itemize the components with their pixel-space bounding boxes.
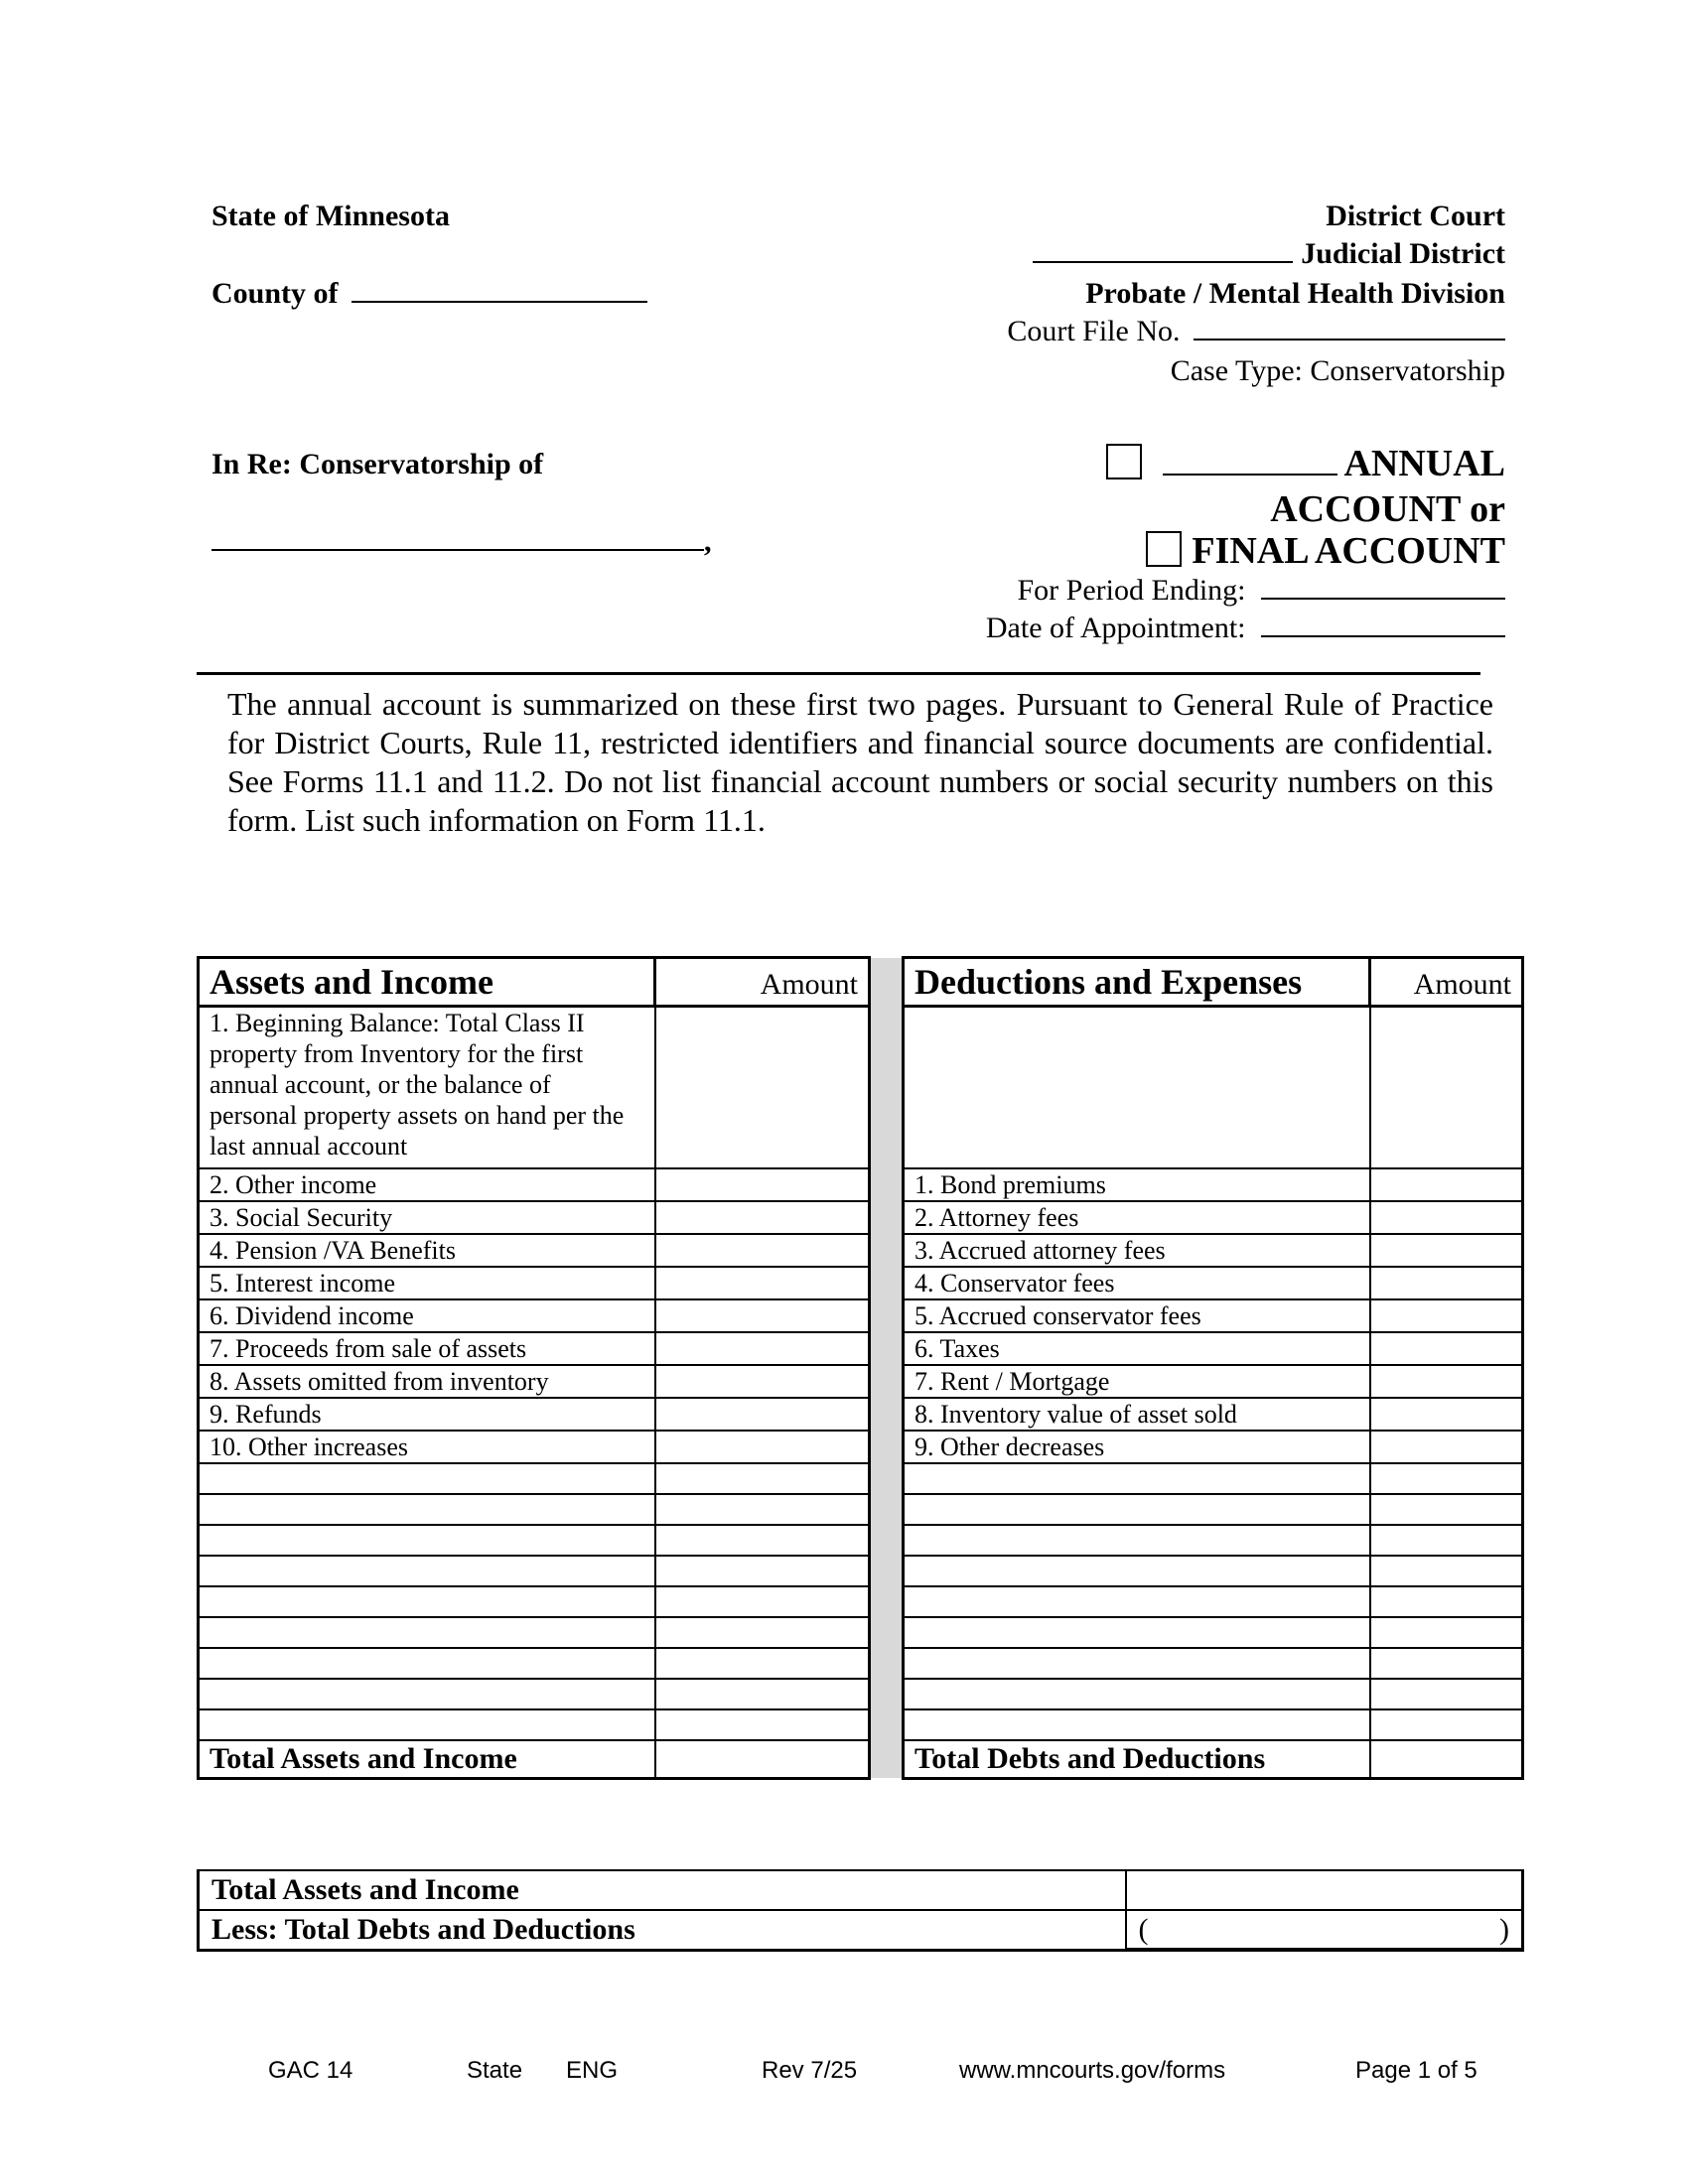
blank-asset-amount[interactable] xyxy=(655,1556,870,1586)
asset-amount-cell[interactable] xyxy=(655,1267,870,1299)
deduction-row-label: 8. Inventory value of asset sold xyxy=(904,1398,1370,1431)
asset-row-label: 6. Dividend income xyxy=(199,1299,655,1332)
intro-paragraph: The annual account is summarized on these first two pages. Pursuant to General Rule of Practice for District Courts, Rule 11, restricted identifiers and financial source documents are confidential. See Forms 11.1 and 11.2. Do not list financial account numbers or social security numbers on this form. List such information on Form 11.1. xyxy=(227,686,1493,838)
asset-amount-cell[interactable] xyxy=(655,1431,870,1463)
county-label: County of xyxy=(211,277,339,310)
footer-form-id: GAC 14 xyxy=(268,2057,353,2084)
final-account-label: FINAL ACCOUNT xyxy=(1192,530,1505,572)
deduction-amount-cell[interactable] xyxy=(1370,1299,1523,1332)
annual-number-field[interactable] xyxy=(1163,474,1337,476)
blank-asset-label[interactable] xyxy=(199,1586,655,1617)
footer-lang: ENG xyxy=(566,2057,619,2084)
deduction-amount-cell[interactable] xyxy=(1370,1234,1523,1267)
asset-amount-cell[interactable] xyxy=(655,1234,870,1267)
blank-asset-amount[interactable] xyxy=(655,1586,870,1617)
total-assets-amount[interactable] xyxy=(655,1740,870,1779)
blank-asset-amount[interactable] xyxy=(655,1679,870,1709)
in-re-label: In Re: Conservatorship of xyxy=(211,448,544,480)
asset-row-label: 8. Assets omitted from inventory xyxy=(199,1365,655,1398)
deduction-row-label: 4. Conservator fees xyxy=(904,1267,1370,1299)
court-label: District Court xyxy=(1326,200,1505,232)
blank-deduction-label[interactable] xyxy=(904,1648,1370,1679)
account-or-label: ACCOUNT or xyxy=(1270,488,1505,530)
asset-row-label: 4. Pension /VA Benefits xyxy=(199,1234,655,1267)
blank-deduction-label[interactable] xyxy=(904,1463,1370,1494)
deduction-amount-cell[interactable] xyxy=(1370,1267,1523,1299)
deduction-row-label: 6. Taxes xyxy=(904,1332,1370,1365)
court-file-field[interactable] xyxy=(1194,339,1505,341)
blank-deduction-amount[interactable] xyxy=(1370,1648,1523,1679)
summary-total-assets-label: Total Assets and Income xyxy=(199,1870,1126,1910)
deduction-row-label: 9. Other decreases xyxy=(904,1431,1370,1463)
judicial-district-row xyxy=(1033,236,1505,272)
deduction-row-label: 2. Attorney fees xyxy=(904,1201,1370,1234)
blank-deduction-amount[interactable] xyxy=(1370,1556,1523,1586)
conservatee-row xyxy=(211,524,712,560)
deduction-row-label: 7. Rent / Mortgage xyxy=(904,1365,1370,1398)
footer-state: State xyxy=(467,2057,523,2084)
asset-row-label: 10. Other increases xyxy=(199,1431,655,1463)
period-ending-row xyxy=(1018,573,1506,609)
open-paren: ( xyxy=(1138,1912,1149,1946)
blank-deduction-label[interactable] xyxy=(904,1494,1370,1525)
deduction-amount-cell[interactable] xyxy=(1370,1007,1523,1168)
blank-asset-amount[interactable] xyxy=(655,1494,870,1525)
deduction-amount-cell[interactable] xyxy=(1370,1398,1523,1431)
blank-deduction-label[interactable] xyxy=(904,1709,1370,1740)
blank-asset-label[interactable] xyxy=(199,1648,655,1679)
blank-asset-label[interactable] xyxy=(199,1617,655,1648)
blank-deduction-label[interactable] xyxy=(904,1556,1370,1586)
case-type-label: Case Type: Conservatorship xyxy=(1170,354,1505,387)
blank-deduction-label[interactable] xyxy=(904,1586,1370,1617)
final-row xyxy=(1146,528,1505,574)
judicial-district-label: Judicial District xyxy=(1301,237,1505,270)
appointment-field[interactable] xyxy=(1261,635,1505,637)
table-gap xyxy=(870,958,904,1779)
blank-deduction-amount[interactable] xyxy=(1370,1617,1523,1648)
blank-deduction-amount[interactable] xyxy=(1370,1525,1523,1556)
blank-deduction-amount[interactable] xyxy=(1370,1679,1523,1709)
deduction-amount-cell[interactable] xyxy=(1370,1168,1523,1201)
asset-amount-cell[interactable] xyxy=(655,1007,870,1168)
appointment-label: Date of Appointment: xyxy=(985,612,1246,644)
summary-total-assets-amount[interactable] xyxy=(1126,1870,1523,1910)
deductions-amount-header: Amount xyxy=(1370,958,1523,1007)
blank-asset-amount[interactable] xyxy=(655,1463,870,1494)
summary-less-debts-amount[interactable] xyxy=(1126,1910,1523,1950)
asset-amount-cell[interactable] xyxy=(655,1201,870,1234)
summary-less-debts-label: Less: Total Debts and Deductions xyxy=(199,1910,1126,1950)
total-assets-label: Total Assets and Income xyxy=(199,1740,655,1779)
deductions-header: Deductions and Expenses xyxy=(904,958,1370,1007)
deduction-row-label: 3. Accrued attorney fees xyxy=(904,1234,1370,1267)
asset-row-label: 3. Social Security xyxy=(199,1201,655,1234)
asset-row-label: 9. Refunds xyxy=(199,1398,655,1431)
blank-deduction-label[interactable] xyxy=(904,1617,1370,1648)
blank-asset-label[interactable] xyxy=(199,1494,655,1525)
blank-deduction-amount[interactable] xyxy=(1370,1586,1523,1617)
division-label: Probate / Mental Health Division xyxy=(1085,277,1505,310)
comma: , xyxy=(704,525,712,558)
court-file-row xyxy=(1007,314,1505,349)
annual-row xyxy=(1106,441,1505,486)
asset-row-label: 7. Proceeds from sale of assets xyxy=(199,1332,655,1365)
footer-page: Page 1 of 5 xyxy=(1355,2057,1477,2084)
asset-row-label: 2. Other income xyxy=(199,1168,655,1201)
deduction-amount-cell[interactable] xyxy=(1370,1365,1523,1398)
blank-deduction-amount[interactable] xyxy=(1370,1709,1523,1740)
blank-asset-label[interactable] xyxy=(199,1463,655,1494)
footer-rev: Rev 7/25 xyxy=(762,2057,858,2084)
blank-deduction-amount[interactable] xyxy=(1370,1494,1523,1525)
summary-table xyxy=(197,1869,1524,1952)
court-file-label: Court File No. xyxy=(1007,315,1181,347)
assets-amount-header: Amount xyxy=(655,958,870,1007)
annual-account-checkbox[interactable] xyxy=(1106,444,1142,479)
deduction-row-label: 1. Bond premiums xyxy=(904,1168,1370,1201)
period-ending-field[interactable] xyxy=(1261,598,1505,600)
blank-deduction-label[interactable] xyxy=(904,1525,1370,1556)
total-debts-label: Total Debts and Deductions xyxy=(904,1740,1370,1779)
state-label: State of Minnesota xyxy=(211,200,450,232)
asset-amount-cell[interactable] xyxy=(655,1398,870,1431)
close-paren: ) xyxy=(1499,1912,1509,1946)
asset-amount-cell[interactable] xyxy=(655,1332,870,1365)
county-row xyxy=(211,276,647,312)
asset-row-label: 5. Interest income xyxy=(199,1267,655,1299)
period-ending-label: For Period Ending: xyxy=(1017,574,1246,607)
asset-amount-cell[interactable] xyxy=(655,1365,870,1398)
deduction-amount-cell[interactable] xyxy=(1370,1201,1523,1234)
conservatee-name-field[interactable] xyxy=(211,549,704,551)
blank-asset-label[interactable] xyxy=(199,1709,655,1740)
asset-row-label: 1. Beginning Balance: Total Class II property from Inventory for the first annual account, or the balance of personal property assets on hand per the last annual account xyxy=(199,1007,655,1168)
asset-amount-cell[interactable] xyxy=(655,1299,870,1332)
blank-asset-label[interactable] xyxy=(199,1525,655,1556)
total-debts-amount[interactable] xyxy=(1370,1740,1523,1779)
account-table xyxy=(197,956,1524,1780)
deduction-row-label xyxy=(904,1007,1370,1168)
deduction-amount-cell[interactable] xyxy=(1370,1431,1523,1463)
assets-header: Assets and Income xyxy=(199,958,655,1007)
blank-asset-amount[interactable] xyxy=(655,1709,870,1740)
blank-asset-amount[interactable] xyxy=(655,1617,870,1648)
footer-url[interactable]: www.mncourts.gov/forms xyxy=(959,2057,1226,2084)
blank-asset-label[interactable] xyxy=(199,1556,655,1586)
judicial-district-field[interactable] xyxy=(1033,261,1293,263)
blank-asset-label[interactable] xyxy=(199,1679,655,1709)
deduction-amount-cell[interactable] xyxy=(1370,1332,1523,1365)
appointment-row xyxy=(986,611,1505,646)
header-divider xyxy=(197,672,1480,675)
blank-asset-amount[interactable] xyxy=(655,1648,870,1679)
deduction-row-label: 5. Accrued conservator fees xyxy=(904,1299,1370,1332)
final-account-checkbox[interactable] xyxy=(1146,531,1182,567)
annual-label: ANNUAL xyxy=(1343,443,1505,484)
blank-asset-amount[interactable] xyxy=(655,1525,870,1556)
county-field[interactable] xyxy=(352,301,647,303)
asset-amount-cell[interactable] xyxy=(655,1168,870,1201)
blank-deduction-label[interactable] xyxy=(904,1679,1370,1709)
blank-deduction-amount[interactable] xyxy=(1370,1463,1523,1494)
